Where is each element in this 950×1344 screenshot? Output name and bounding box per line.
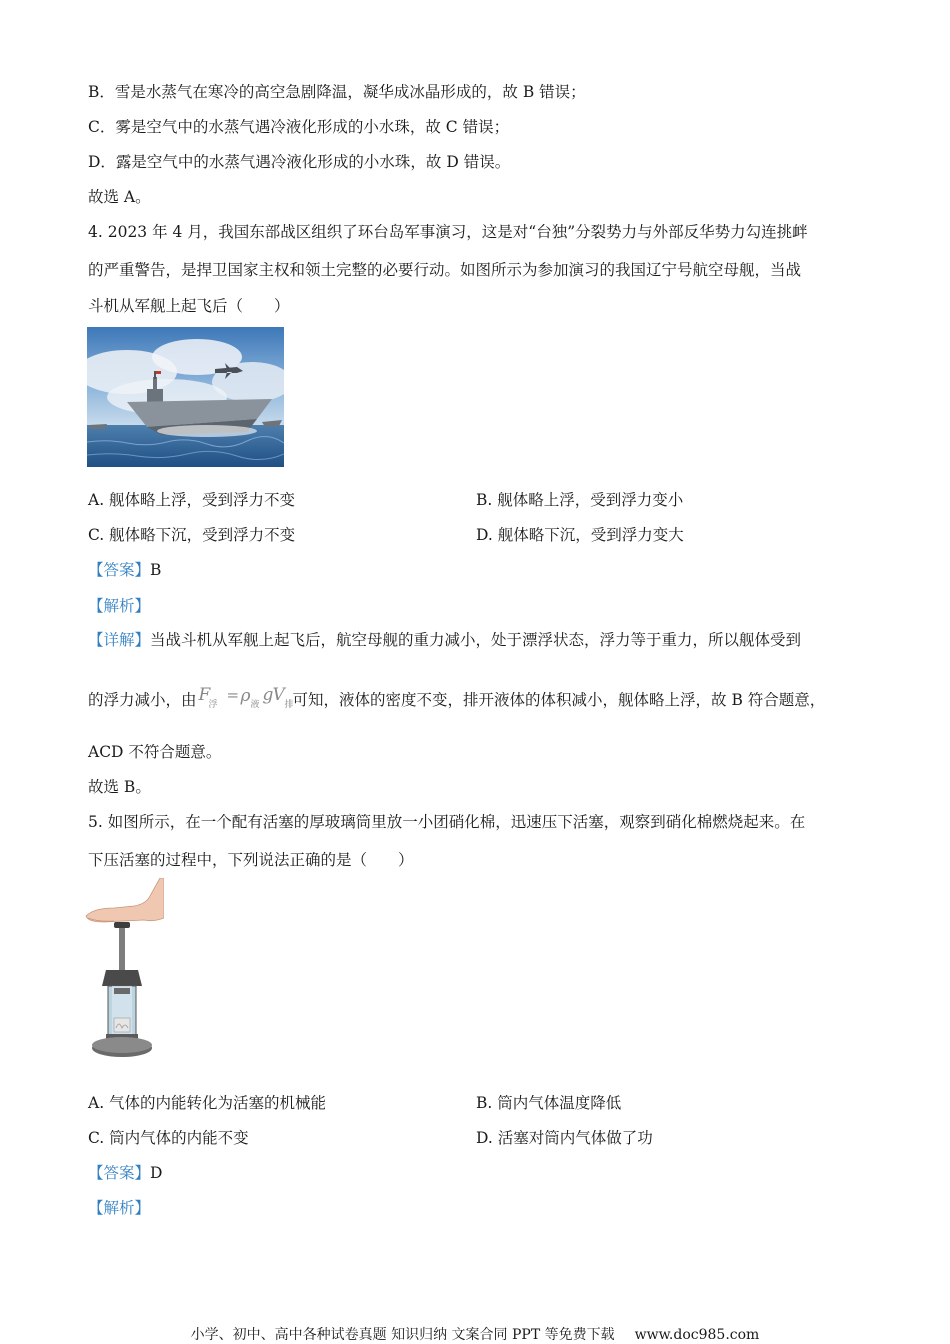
q4-option-c: C. 舰体略下沉，受到浮力不变: [88, 526, 296, 544]
answer-tag: 【答案】: [88, 561, 151, 579]
q5-option-d: D. 活塞对筒内气体做了功: [476, 1129, 653, 1147]
q4-detail-line3: ACD 不符合题意。: [88, 743, 222, 761]
detail-tag: 【详解】: [88, 631, 151, 649]
q5-option-c: C. 筒内气体的内能不变: [88, 1129, 249, 1147]
q4-option-a: A. 舰体略上浮，受到浮力不变: [88, 491, 296, 509]
analysis-tag: 【解析】: [88, 1199, 151, 1217]
q5-option-a: A. 气体的内能转化为活塞的机械能: [88, 1094, 327, 1112]
q4-conclusion: 故选 B。: [88, 778, 151, 796]
q5-answer: [88, 1163, 162, 1183]
option-c-explanation: C．雾是空气中的水蒸气遇冷液化形成的小水珠，故 C 错误；: [88, 118, 510, 136]
q4-detail-line1: [88, 630, 801, 650]
conclusion-prev: 故选 A。: [88, 188, 151, 206]
q4-answer: [88, 560, 161, 580]
analysis-tag: 【解析】: [88, 597, 151, 615]
q5-analysis: [88, 1198, 150, 1218]
detail-text-1: 当战斗机从军舰上起飞后，航空母舰的重力减小，处于漂浮状态，浮力等于重力，所以舰体受到: [150, 631, 802, 649]
footer-site-link[interactable]: www.doc985.com: [634, 1327, 760, 1343]
q5-stem-line1: 5. 如图所示，在一个配有活塞的厚玻璃筒里放一小团硝化棉，迅速压下活塞，观察到硝化棉燃烧起来。在: [88, 813, 806, 831]
q4-option-d: D. 舰体略下沉，受到浮力变大: [476, 526, 684, 544]
q4-option-b: B. 舰体略上浮，受到浮力变小: [476, 491, 684, 509]
answer-value: D: [150, 1164, 163, 1182]
q5-option-b: B. 筒内气体温度降低: [476, 1094, 622, 1112]
buoyancy-formula: F 浮 = ρ 液 g V 排: [198, 685, 294, 710]
page-footer: [0, 1324, 950, 1344]
option-d-explanation: D．露是空气中的水蒸气遇冷液化形成的小水珠，故 D 错误。: [88, 153, 511, 171]
q4-stem-line2: 的严重警告，是捍卫国家主权和领土完整的必要行动。如图所示为参加演习的我国辽宁号航空母舰，当战: [88, 261, 802, 279]
q4-stem-line1: 4. 2023 年 4 月，我国东部战区组织了环台岛军事演习，这是对“台独”分裂势力与外部反华势力勾连挑衅: [88, 223, 808, 241]
q5-stem-line2: 下压活塞的过程中，下列说法正确的是（ ）: [88, 851, 414, 869]
option-b-explanation: B．雪是水蒸气在寒冷的高空急剧降温，凝华成冰晶形成的，故 B 错误；: [88, 83, 586, 101]
q4-detail-line2: [88, 685, 826, 711]
detail-text-2b: 可知，液体的密度不变，排开液体的体积减小，舰体略上浮，故 B 符合题意，: [292, 691, 826, 709]
detail-text-2a: 的浮力减小，由: [88, 691, 197, 709]
q4-analysis: [88, 596, 150, 616]
answer-value: B: [150, 561, 162, 579]
piston-cylinder-image: [84, 878, 164, 1060]
aircraft-carrier-image: [87, 327, 284, 467]
footer-text: 小学、初中、高中各种试卷真题 知识归纳 文案合同 PPT 等免费下载: [190, 1327, 615, 1343]
q4-stem-line3: 斗机从军舰上起飞后（ ）: [88, 297, 290, 315]
answer-tag: 【答案】: [88, 1164, 151, 1182]
